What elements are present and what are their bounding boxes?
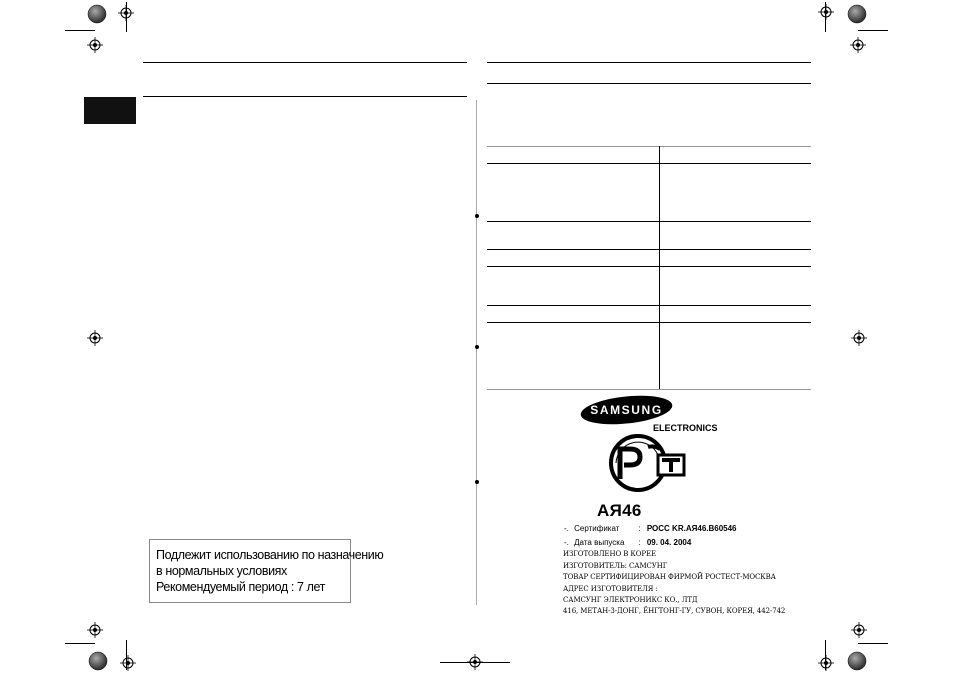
right-top-rule [487, 62, 811, 63]
registration-mark-icon [120, 655, 136, 671]
samsung-logo-text: SAMSUNG [590, 403, 663, 417]
registration-mark-icon [87, 330, 103, 346]
table-rule [487, 249, 811, 250]
cert-value: 09. 04. 2004 [646, 538, 692, 547]
registration-mark-icon [87, 622, 103, 638]
electronics-label: ELECTRONICS [653, 423, 718, 433]
cert-row-issue-date [564, 538, 691, 547]
cert-label: Дата выпуска [574, 538, 625, 547]
crop-line [126, 2, 127, 32]
crop-line [825, 2, 826, 32]
table-rule [487, 322, 811, 323]
table-rule [487, 146, 811, 147]
left-second-rule [143, 96, 467, 97]
maker-line: АДРЕС ИЗГОТОВИТЕЛЯ : [563, 585, 658, 593]
color-ball-icon [847, 4, 867, 24]
crop-line [858, 643, 888, 644]
crop-line [440, 662, 510, 663]
crop-line [825, 640, 826, 670]
maker-line: ИЗГОТОВИТЕЛЬ: САМСУНГ [563, 562, 668, 570]
cert-bullet: -. [564, 538, 569, 547]
table-rule [487, 266, 811, 267]
right-second-rule [487, 83, 811, 84]
certification-mark-code: АЯ46 [597, 501, 642, 520]
table-rule [487, 389, 811, 390]
table-rule [487, 163, 811, 164]
crop-line [858, 30, 888, 31]
divider-dot-1 [475, 214, 479, 218]
cert-bullet: -. [564, 524, 569, 533]
pct-certification-mark-icon [608, 433, 688, 497]
crop-line [65, 643, 95, 644]
registration-mark-icon [87, 37, 103, 53]
registration-mark-icon [818, 655, 834, 671]
divider-dot-2 [475, 345, 479, 349]
color-ball-icon [87, 4, 107, 24]
registration-mark-icon [850, 37, 866, 53]
maker-line: САМСУНГ ЭЛЕКТРОНИКС КО., ЛТД [563, 596, 698, 604]
section-tab [84, 97, 136, 124]
notice-line: Рекомендуемый период : 7 лет [156, 580, 325, 594]
cert-row-certificate [564, 524, 737, 533]
registration-mark-icon [851, 622, 867, 638]
cert-value: РОСС KR.АЯ46.В60546 [646, 524, 737, 533]
registration-mark-icon [818, 4, 834, 20]
maker-line: ТОВАР СЕРТИФИЦИРОВАН ФИРМОЙ РОСТЕСТ-МОСКВА [563, 573, 776, 581]
color-ball-icon [88, 651, 108, 671]
crop-line [65, 30, 95, 31]
maker-line: 416, МЕТАН-3-ДОНГ, ЁНГТОНГ-ГУ, СУВОН, КОРЕЯ, 442-742 [563, 607, 786, 615]
cert-separator: : [638, 538, 641, 547]
registration-mark-icon [851, 330, 867, 346]
cert-label: Сертификат [574, 524, 620, 533]
usage-notice-box [149, 539, 384, 603]
samsung-logo [580, 395, 673, 425]
table-rule [487, 305, 811, 306]
table-column-divider [659, 146, 660, 389]
center-divider [476, 100, 477, 605]
notice-line: в нормальных условиях [156, 564, 287, 578]
table-rule [487, 221, 811, 222]
left-top-rule [143, 62, 467, 63]
color-ball-icon [847, 651, 867, 671]
cert-separator: : [638, 524, 641, 533]
maker-line: ИЗГОТОВЛЕНО В КОРЕЕ [563, 550, 656, 558]
divider-dot-3 [475, 480, 479, 484]
notice-line: Подлежит использованию по назначению [156, 548, 384, 562]
crop-line [126, 640, 127, 670]
